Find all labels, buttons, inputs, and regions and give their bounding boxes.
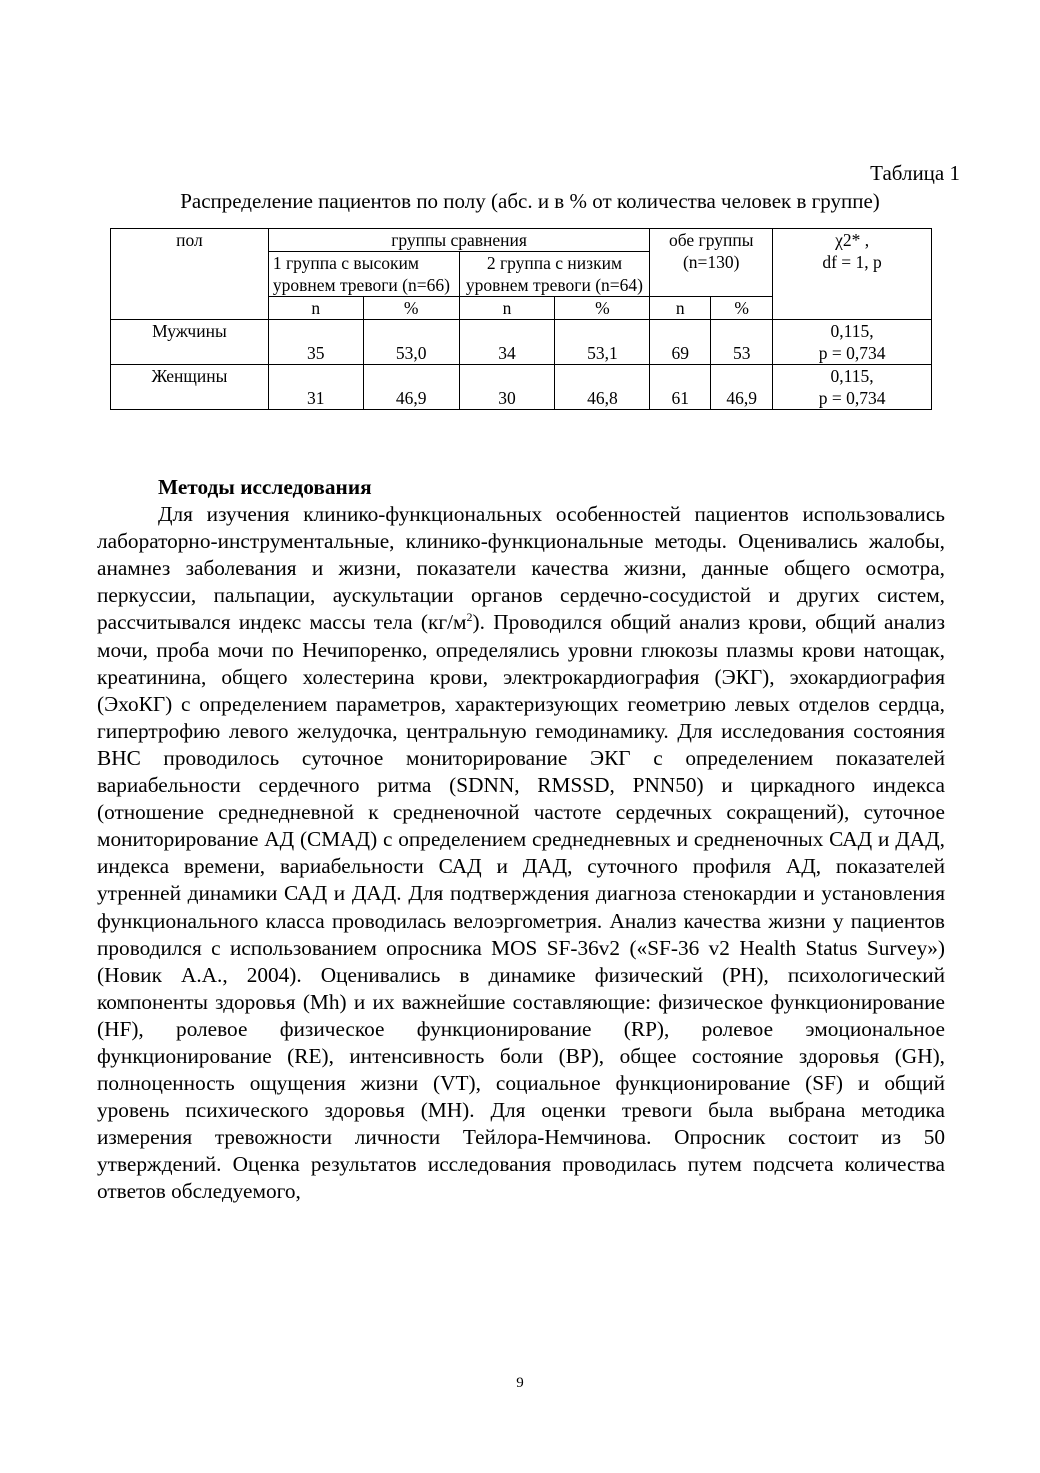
header-g2-n: n xyxy=(459,297,555,320)
row-label: Женщины xyxy=(111,365,269,410)
header-sex: пол xyxy=(111,229,269,320)
methods-section xyxy=(97,474,945,1206)
cell-g1-pct: 53,0 xyxy=(363,320,459,365)
header-both-pct: % xyxy=(711,297,773,320)
body-paragraph xyxy=(97,501,945,1205)
header-both-groups: обе группы (n=130) xyxy=(650,229,773,297)
table-label: Таблица 1 xyxy=(870,161,960,185)
patient-distribution-table xyxy=(110,228,932,410)
cell-both-n: 69 xyxy=(650,320,711,365)
cell-g2-pct: 46,8 xyxy=(555,365,650,410)
header-both-n: n xyxy=(650,297,711,320)
cell-chi xyxy=(773,320,932,365)
header-g2-pct: % xyxy=(555,297,650,320)
header-group1: 1 группа с высоким уровнем тревоги (n=66) xyxy=(268,252,459,297)
cell-g1-n: 31 xyxy=(268,365,363,410)
cell-p-value: p = 0,734 xyxy=(818,343,886,363)
cell-p-value: p = 0,734 xyxy=(818,388,886,408)
cell-g2-n: 34 xyxy=(459,320,555,365)
cell-chi-value: 0,115, xyxy=(830,366,874,386)
section-heading: Методы исследования xyxy=(158,475,372,499)
cell-g2-pct: 53,1 xyxy=(555,320,650,365)
cell-chi xyxy=(773,365,932,410)
cell-g2-n: 30 xyxy=(459,365,555,410)
header-chi-line1: χ2* , xyxy=(835,230,870,250)
paragraph-text-part2: ). Проводился общий анализ крови, общий анализ мочи, проба мочи по Нечипоренко, определялись уровни глюкозы плазмы крови натощак, креатинина, общего холестерина крови, электрокардиография (ЭКГ), эхокардиография (ЭхоКГ) с определением параметров, характеризующих геометрию левых отделов сердца, гипертрофию левого желудочка, центральную гемодинамику. Для исследования состояния ВНС проводилось суточное мониторирование ЭКГ с определением показателей вариабельности сердечного ритма (SDNN, RMSSD, PNN50) и циркадного индекса (отношение среднедневной к средненочной частоте сердечных сокращений), суточное мониторирование АД (СМАД) с определением среднедневных и средненочных САД и ДАД, индекса времени, вариабельности САД и ДАД, суточного профиля АД, показателей утренней динамики САД и ДАД. Для подтверждения диагноза стенокардии и установления функционального класса проводилась велоэргометрия. Анализ качества жизни у пациентов проводился с использованием опросника MOS SF-36v2 («SF-36 v2 Health Status Survey») (Новик А.А., 2004). Оценивались в динамике физический (PH), психологический компоненты здоровья (Mh) и их важнейшие составляющие: физическое функционирование (HF), ролевое физическое функционирование (RP), ролевое эмоциональное функционирование (RE), интенсивность боли (BP), общее состояние здоровья (GH), полноценность ощущения жизни (VT), социальное функционирование (SF) и общий уровень психического здоровья (MH). Для оценки тревоги была выбрана методика измерения тревожности личности Тейлора-Немчинова. Опросник состоит из 50 утверждений. Оценка результатов исследования проводилась путем подсчета количества ответов обследуемого, xyxy=(97,610,945,1204)
header-g1-n: n xyxy=(268,297,363,320)
cell-both-pct: 46,9 xyxy=(711,365,773,410)
header-group2: 2 группа с низким уровнем тревоги (n=64) xyxy=(459,252,650,297)
cell-g1-n: 35 xyxy=(268,320,363,365)
table-row xyxy=(111,365,932,410)
table-header-row xyxy=(111,229,932,252)
cell-both-pct: 53 xyxy=(711,320,773,365)
cell-both-n: 61 xyxy=(650,365,711,410)
paragraph-text-part1: Для изучения клинико-функциональных особенностей пациентов использовались лабораторно-инструментальные, клинико-функциональные методы. Оценивались жалобы, анамнез заболевания и жизни, показатели качества жизни, данные общего осмотра, перкуссии, пальпации, аускультации органов сердечно-сосудистой и других систем, рассчитывался индекс массы тела (кг/м xyxy=(97,502,945,635)
table-caption: Распределение пациентов по полу (абс. и в % от количества человек в группе) xyxy=(180,189,880,213)
page-number: 9 xyxy=(516,1375,524,1391)
cell-g1-pct: 46,9 xyxy=(363,365,459,410)
header-comparison-groups: группы сравнения xyxy=(268,229,649,252)
header-g1-pct: % xyxy=(363,297,459,320)
header-chi-square xyxy=(773,229,932,320)
superscript: 2 xyxy=(466,610,473,625)
header-chi-line2: df = 1, p xyxy=(822,252,882,272)
table-row xyxy=(111,320,932,365)
row-label: Мужчины xyxy=(111,320,269,365)
cell-chi-value: 0,115, xyxy=(830,321,874,341)
